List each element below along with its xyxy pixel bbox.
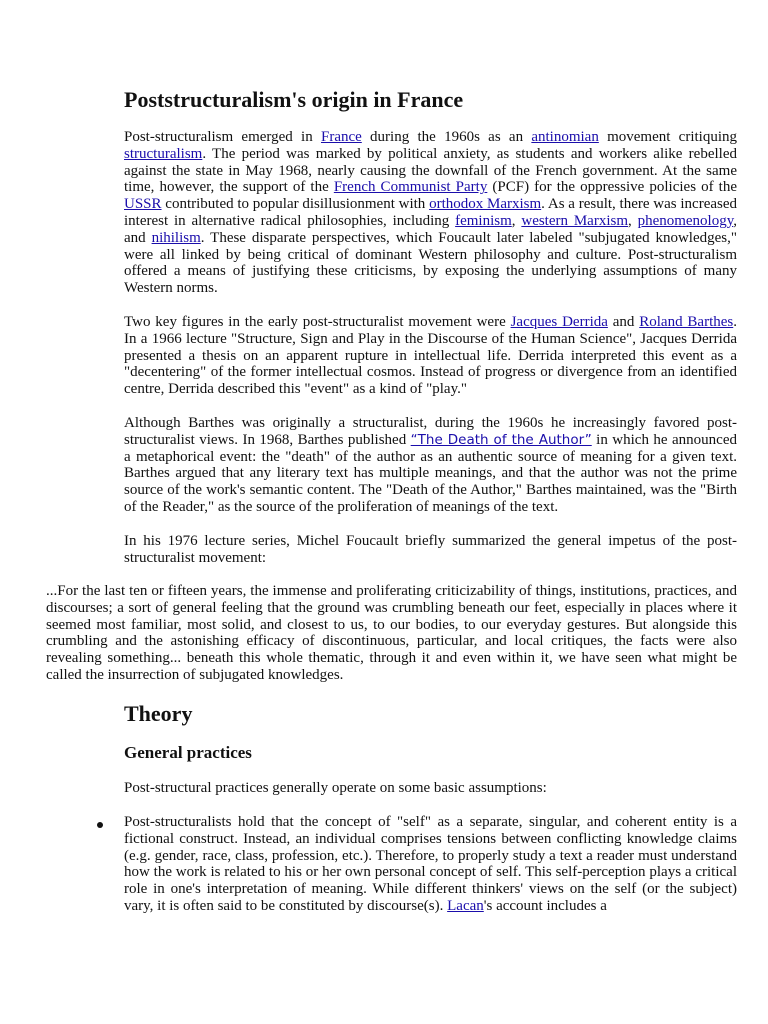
bullet-icon <box>97 822 103 828</box>
link-death-of-the-author[interactable]: “The Death of the Author” <box>410 431 592 448</box>
bullet-item-self <box>124 814 737 915</box>
paragraph-key-figures-text: Two key figures in the early post-structuralist movement were Jacques Derrida and Roland Barthes. In a 1966 lecture "Structure, Sign and Play in the Discourse of the Human Science", Jacques Derrida presented a thesis on an apparent rupture in intellectual life. Derrida interpreted this event as a "decentering" of the former intellectual cosmos. Instead of progress or divergence from an identified centre, Derrida described this "event" as a kind of "play." <box>124 314 737 398</box>
paragraph-assumptions-intro <box>124 780 737 797</box>
link-roland-barthes[interactable]: Roland Barthes <box>639 314 734 330</box>
link-french-communist-party[interactable]: French Communist Party <box>333 179 488 196</box>
foucault-quote-text: ...For the last ten or fifteen years, the immense and proliferating criticizability of things, institutions, practices, and discourses; a sort of general feeling that the ground was crumbling beneath our feet, especially in places where it seemed most familiar, most solid, and closest to us, to our bodies, to our everyday gestures. But alongside this crumbling and the astonishing efficacy of discontinuous, particular, and local critiques, the facts were also revealing something... beneath this whole thematic, through it and even within it, we have seen what might be called the insurrection of subjugated knowledges. <box>46 583 737 683</box>
paragraph-foucault-intro <box>124 533 737 567</box>
paragraph-foucault-intro-text: In his 1976 lecture series, Michel Foucault briefly summarized the general impetus of the post-structuralist movement: <box>124 533 737 566</box>
link-ussr[interactable]: USSR <box>124 196 162 213</box>
paragraph-origin <box>124 129 737 297</box>
paragraph-origin-text: Post-structuralism emerged in France during the 1960s as an antinomian movement critiquing structuralism. The period was marked by political anxiety, as students and workers alike rebelled against the state in May 1968, nearly causing the downfall of the French government. At the same time, however, the support of the French Communist Party (PCF) for the oppressive policies of the USSR contributed to popular disillusionment with orthodox Marxism. As a result, there was increased interest in alternative radical philosophies, including feminism, western Marxism, phenomenology, and nihilism. These disparate perspectives, which Foucault later labeled "subjugated knowledges," were all linked by being critical of dominant Western philosophy and culture. Post-structuralism offered a means of justifying these criticisms, by exposing the underlying assumptions of many Western norms. <box>124 129 738 297</box>
paragraph-barthes-text: Although Barthes was originally a structuralist, during the 1960s he increasingly favored post-structuralist views. In 1968, Barthes published “The Death of the Author” in which he announced a metaphorical event: the "death" of the author as an authentic source of meaning for a given text. Barthes argued that any literary text has multiple meanings, and that the author was not the prime source of the work's semantic content. The "Death of the Author," Barthes maintained, was the "Birth of the Reader," as the source of the proliferation of meanings of the text. <box>124 415 737 515</box>
link-jacques-derrida[interactable]: Jacques Derrida <box>510 314 608 330</box>
link-structuralism[interactable]: structuralism <box>124 145 203 162</box>
link-france[interactable]: France <box>320 129 362 145</box>
link-antinomian[interactable]: antinomian <box>531 129 599 145</box>
link-lacan[interactable]: Lacan <box>447 897 484 914</box>
section-heading-theory: Theory <box>124 701 193 726</box>
subsection-heading-general-practices: General practices <box>124 743 252 762</box>
page-title: Poststructuralism's origin in France <box>124 87 464 112</box>
link-nihilism[interactable]: nihilism <box>151 229 201 246</box>
paragraph-key-figures <box>124 314 737 398</box>
paragraph-barthes <box>124 415 737 516</box>
paragraph-assumptions-intro-text: Post-structural practices generally operate on some basic assumptions: <box>124 780 547 796</box>
bullet-item-self-text: Post-structuralists hold that the concept of "self" as a separate, singular, and coherent entity is a fictional construct. Instead, an individual comprises tensions between conflicting knowledge claims (e.g. gender, race, class, profession, etc.). Therefore, to properly study a text a reader must understand how the work is related to his or her own personal concept of self. This self-perception plays a critical role in one's interpretation of meaning. While different thinkers' views on the self (or the subject) vary, it is often said to be constituted by discourse(s). Lacan's account includes a <box>124 814 737 914</box>
link-western-marxism[interactable]: western Marxism <box>521 212 628 229</box>
link-orthodox-marxism[interactable]: orthodox Marxism <box>429 196 542 213</box>
foucault-quote <box>46 583 737 684</box>
link-feminism[interactable]: feminism <box>455 212 512 229</box>
link-phenomenology[interactable]: phenomenology <box>637 212 734 229</box>
